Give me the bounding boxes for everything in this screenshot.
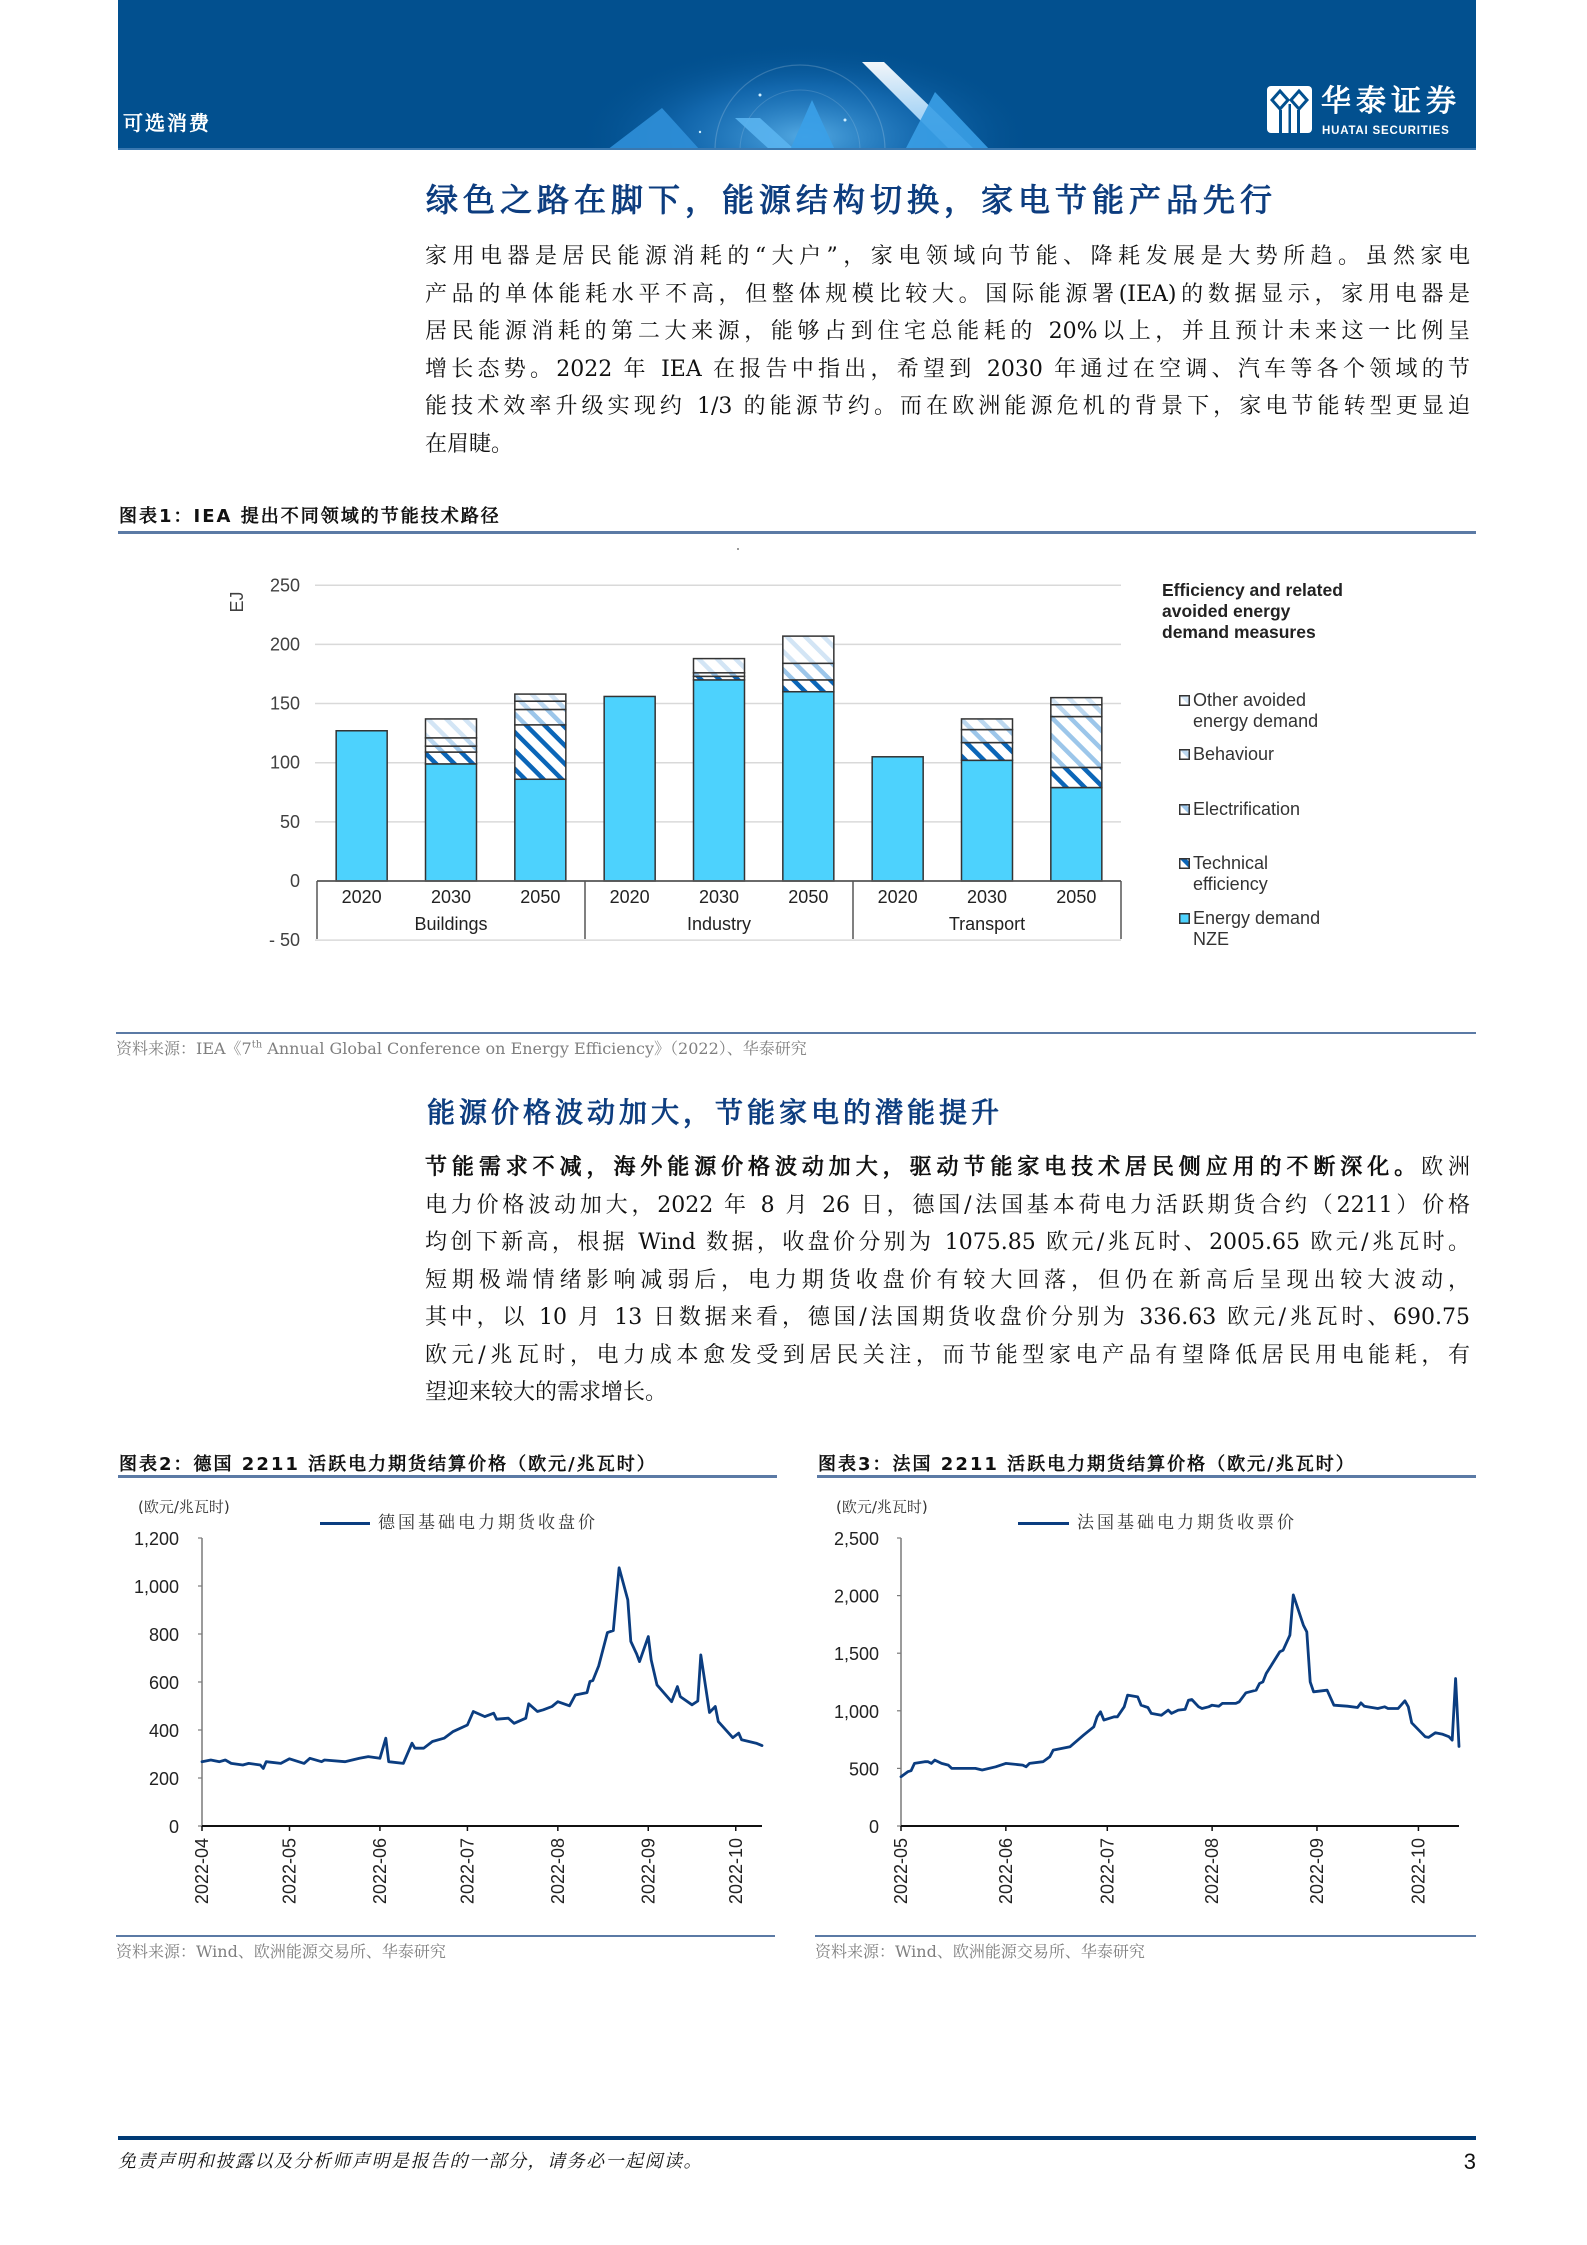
lead-sentence: 节能需求不减，海外能源价格波动加大，驱动节能家电技术居民侧应用的不断深化。 <box>425 1155 1422 1180</box>
bar-transport-2030 <box>962 719 1013 881</box>
figure3-title-rule <box>817 1475 1476 1478</box>
bar-transport-2020 <box>872 757 923 881</box>
source-text: 资料来源：IEA《7 <box>116 1039 252 1058</box>
legend-swatch-technical-efficiency-icon <box>1179 858 1190 869</box>
bar-industry-2020 <box>604 696 655 881</box>
figure2-source: 资料来源：Wind、欧洲能源交易所、华泰研究 <box>116 1942 446 1961</box>
x-tick-label: 2020 <box>877 887 918 907</box>
figure3-line-chart <box>810 1530 1490 1920</box>
legend-label: Technical <box>1193 853 1269 873</box>
x-tick-label: 2020 <box>609 887 650 907</box>
section1-title: 绿色之路在脚下，能源结构切换，家电节能产品先行 <box>426 181 1278 219</box>
figure1-source <box>116 1039 807 1059</box>
x-tick-label: 2022-04 <box>192 1838 212 1905</box>
y-tick-label: - 50 <box>268 930 300 951</box>
bar-segment <box>783 692 834 881</box>
figure3-source: 资料来源：Wind、欧洲能源交易所、华泰研究 <box>815 1942 1145 1961</box>
y-tick-label: 50 <box>279 811 300 832</box>
x-group-label: Buildings <box>414 914 488 934</box>
paragraph-line: 欧元/兆瓦时，电力成本愈发受到居民关注，而节能型家电产品有望降低居民用电能耗，有 <box>425 1342 1470 1368</box>
figure3-source-rule <box>815 1935 1476 1937</box>
x-group-label: Industry <box>686 914 752 934</box>
legend-label: energy demand <box>1193 711 1319 731</box>
paragraph-line: 电力价格波动加大，2022 年 8 月 26 日，德国/法国基本荷电力活跃期货合约（2211）价格 <box>425 1192 1470 1218</box>
bar-segment <box>426 719 477 738</box>
bar-industry-2030 <box>694 659 745 881</box>
y-tick-label: 1,000 <box>833 1701 879 1722</box>
y-tick-label: 200 <box>148 1769 179 1789</box>
x-tick-label: 2022-07 <box>457 1838 478 1905</box>
figure3-legend-line-icon <box>1018 1522 1069 1525</box>
x-tick-label: 2030 <box>698 887 740 907</box>
bar-segment <box>336 731 387 881</box>
legend-title-line: Efficiency and related <box>1162 580 1343 600</box>
figure2-unit-label: (欧元/兆瓦时) <box>138 1498 230 1516</box>
bar-segment <box>515 779 566 881</box>
x-tick-label: 2022-08 <box>1202 1838 1223 1905</box>
decorative-dot <box>737 548 739 550</box>
bar-buildings-2030 <box>426 719 477 881</box>
legend-label: Energy demand <box>1193 908 1321 928</box>
figure2-line-chart <box>110 1530 790 1920</box>
huatai-logo-icon <box>1267 86 1312 133</box>
bar-industry-2050 <box>783 636 834 881</box>
legend-label: Other avoided <box>1193 690 1307 710</box>
y-tick-label: 250 <box>269 575 300 596</box>
figure3-legend-label: 法国基础电力期货收票价 <box>1077 1513 1297 1533</box>
x-group-label: Transport <box>948 914 1026 934</box>
y-tick-label: 1,500 <box>833 1644 879 1665</box>
bar-segment <box>962 760 1013 881</box>
legend-swatch-behaviour-icon <box>1179 749 1190 760</box>
y-tick-label: 0 <box>868 1817 879 1837</box>
paragraph-line: 增长态势。2022 年 IEA 在报告中指出，希望到 2030 年通过在空调、汽车等各个领域的节 <box>425 356 1470 382</box>
bar-segment <box>426 746 477 752</box>
figure2-title-rule <box>118 1475 777 1478</box>
paragraph-line: 能技术效率升级实现约 1/3 的能源节约。而在欧洲能源危机的背景下，家电节能转型更显迫 <box>425 394 1470 419</box>
bar-segment <box>426 738 477 746</box>
y-tick-label: 2,000 <box>833 1586 879 1607</box>
legend-title-line: demand measures <box>1162 622 1316 642</box>
bar-segment <box>783 636 834 663</box>
x-tick-label: 2022-10 <box>1408 1838 1429 1905</box>
x-tick-label: 2050 <box>520 887 561 907</box>
paragraph-line: 均创下新高，根据 Wind 数据，收盘价分别为 1075.85 欧元/兆瓦时、2005.65 欧元/兆瓦时。 <box>425 1230 1470 1255</box>
x-tick-label: 2022-06 <box>995 1838 1016 1905</box>
bar-segment <box>962 719 1013 730</box>
bar-segment <box>426 752 477 764</box>
bar-segment <box>783 680 834 692</box>
legend-label: Behaviour <box>1193 744 1275 764</box>
bar-segment <box>426 764 477 881</box>
section2-title: 能源价格波动加大，节能家电的潜能提升 <box>427 1096 1004 1129</box>
bar-buildings-2020 <box>336 731 387 881</box>
x-tick-label: 2022-10 <box>725 1838 746 1905</box>
figure1-title: 图表1：IEA 提出不同领域的节能技术路径 <box>119 506 501 527</box>
bar-segment <box>515 725 566 779</box>
y-tick-label: 800 <box>148 1625 179 1645</box>
bar-segment <box>604 696 655 881</box>
bar-segment <box>1051 767 1102 787</box>
figure2-legend-label: 德国基础电力期货收盘价 <box>378 1513 598 1533</box>
bar-segment <box>694 659 745 673</box>
paragraph-line: 在眉睫。 <box>425 431 514 457</box>
y-tick-label: 100 <box>269 752 300 773</box>
figure3-unit-label: (欧元/兆瓦时) <box>836 1498 928 1516</box>
figure1-plot <box>269 575 1121 950</box>
source-superscript: th <box>251 1039 263 1051</box>
x-tick-label: 2030 <box>430 887 472 907</box>
legend-swatch-other-icon <box>1179 695 1190 706</box>
section2-paragraph <box>425 1149 1470 1412</box>
figure2-legend-line-icon <box>320 1522 370 1525</box>
x-tick-label: 2022-07 <box>1097 1838 1118 1905</box>
legend-swatch-energy-demand-icon <box>1179 913 1190 924</box>
brand-name-en: HUATAI SECURITIES <box>1322 125 1450 137</box>
y-tick-label: 200 <box>269 634 300 655</box>
paragraph-line <box>425 1149 1470 1187</box>
y-axis-label: EJ <box>227 591 247 613</box>
figure3-title: 图表3：法国 2211 活跃电力期货结算价格（欧元/兆瓦时） <box>818 1454 1356 1475</box>
y-tick-label: 600 <box>148 1673 179 1693</box>
paragraph-line: 家用电器是居民能源消耗的“大户”，家电领域向节能、降耗发展是大势所趋。虽然家电 <box>425 244 1470 269</box>
y-tick-label: 1,000 <box>133 1577 179 1597</box>
bar-segment <box>515 709 566 724</box>
source-text: Annual Global Conference on Energy Efficiency》（2022）、华泰研究 <box>262 1039 807 1058</box>
x-tick-label: 2022-06 <box>369 1838 390 1905</box>
bar-segment <box>872 757 923 881</box>
x-tick-label: 2022-09 <box>1306 1838 1327 1905</box>
footer-disclaimer: 免责声明和披露以及分析师声明是报告的一部分，请务必一起阅读。 <box>118 2151 703 2172</box>
y-tick-label: 500 <box>848 1759 879 1780</box>
paragraph-line: 望迎来较大的需求增长。 <box>425 1380 668 1405</box>
bar-segment <box>1051 705 1102 717</box>
figure1-source-rule <box>116 1032 1476 1034</box>
paragraph-line: 短期极端情绪影响减弱后，电力期货收盘价有较大回落，但仍在新高后呈现出较大波动， <box>425 1267 1470 1293</box>
legend-title-line: avoided energy <box>1162 601 1291 621</box>
banner-bottom-edge <box>118 148 1476 150</box>
y-tick-label: 0 <box>289 871 300 891</box>
figure2-title: 图表2：德国 2211 活跃电力期货结算价格（欧元/兆瓦时） <box>119 1454 657 1475</box>
y-tick-label: 150 <box>269 693 300 714</box>
figure2-source-rule <box>116 1935 775 1937</box>
x-tick-label: 2020 <box>341 887 382 907</box>
legend-swatch-electrification-icon <box>1179 804 1190 815</box>
x-tick-label: 2050 <box>1056 887 1097 907</box>
x-tick-label: 2050 <box>788 887 829 907</box>
bar-segment <box>515 694 566 701</box>
bar-segment <box>962 743 1013 761</box>
paragraph-line: 其中，以 10 月 13 日数据来看，德国/法国期货收盘价分别为 336.63 欧元/兆瓦时、690.75 <box>425 1305 1470 1330</box>
bar-segment <box>515 701 566 709</box>
bar-buildings-2050 <box>515 694 566 881</box>
legend-label: NZE <box>1193 929 1229 949</box>
y-tick-label: 2,500 <box>833 1530 879 1549</box>
x-tick-label: 2022-05 <box>279 1838 300 1905</box>
footer-rule <box>118 2136 1476 2140</box>
bar-segment <box>1051 698 1102 705</box>
bar-segment <box>783 663 834 680</box>
bar-transport-2050 <box>1051 698 1102 881</box>
x-tick-label: 2022-08 <box>547 1838 568 1905</box>
y-tick-label: 0 <box>168 1817 179 1837</box>
brand-name-cn: 华泰证券 <box>1321 84 1461 119</box>
section1-paragraph <box>425 238 1470 463</box>
paragraph-line: 居民能源消耗的第二大来源，能够占到住宅总能耗的 20%以上，并且预计未来这一比例呈 <box>425 319 1470 344</box>
sector-label: 可选消费 <box>123 111 211 135</box>
figure1-title-rule <box>118 531 1476 534</box>
bar-segment <box>1051 788 1102 881</box>
price-line <box>202 1568 762 1769</box>
legend-label: Electrification <box>1193 799 1301 819</box>
paragraph-text: 欧洲 <box>1421 1155 1470 1180</box>
bar-segment <box>962 730 1013 743</box>
x-tick-label: 2022-05 <box>891 1838 911 1905</box>
page-number: 3 <box>1463 2149 1476 2174</box>
paragraph-line: 产品的单体能耗水平不高，但整体规模比较大。国际能源署(IEA)的数据显示，家用电器是 <box>425 281 1470 307</box>
x-tick-label: 2022-09 <box>638 1838 659 1905</box>
bar-segment <box>1051 717 1102 768</box>
x-tick-label: 2030 <box>966 887 1008 907</box>
figure1-legend-title <box>1162 580 1343 643</box>
figure1-bar-chart <box>220 560 1180 960</box>
y-tick-label: 400 <box>148 1721 179 1741</box>
bar-segment <box>694 680 745 881</box>
y-tick-label: 1,200 <box>133 1530 179 1549</box>
legend-label: efficiency <box>1193 874 1268 894</box>
price-line <box>901 1595 1459 1777</box>
